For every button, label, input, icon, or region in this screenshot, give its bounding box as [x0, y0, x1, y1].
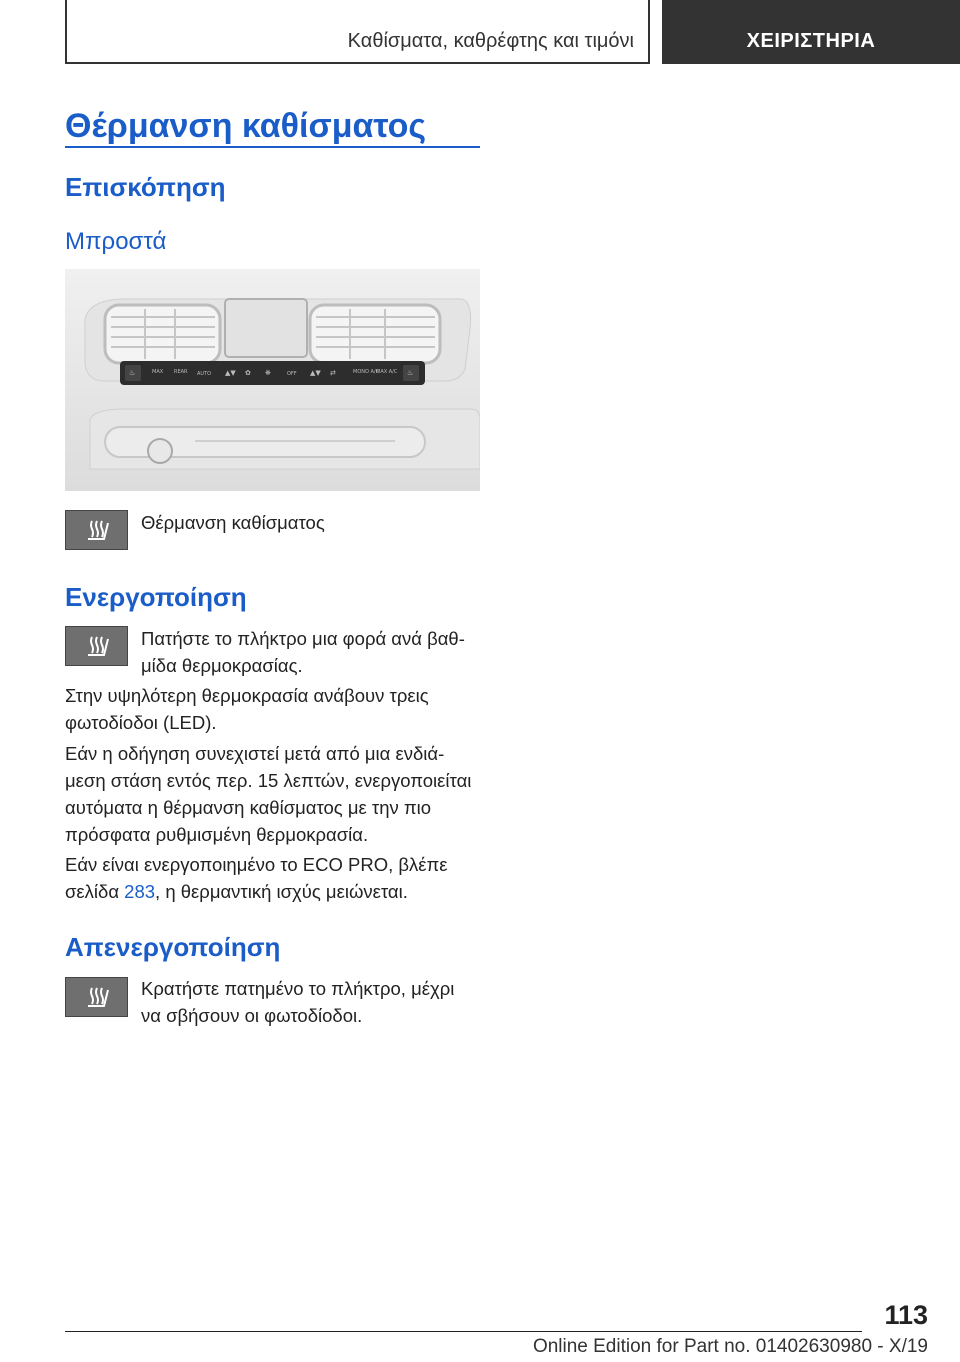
deactivation-heading: Απενεργοποίηση [65, 932, 281, 962]
panel-label-max: MAX [152, 369, 164, 375]
activation-heading: Ενεργοποίηση [65, 582, 247, 612]
page-title: Θέρμανση καθίσματος [65, 107, 427, 145]
activation-p2-line-3: αυτόματα η θέρμανση καθίσματος με την πιο [65, 797, 432, 818]
panel-label-off: OFF [287, 371, 297, 377]
footer-rule [65, 1331, 862, 1332]
deactivation-line-1: Κρατήστε πατημένο το πλήκτρο, μέχρι [141, 978, 455, 999]
seat-heating-icon [65, 626, 128, 666]
page-reference-link[interactable]: 283 [124, 881, 156, 902]
svg-text:❋: ❋ [265, 369, 271, 377]
activation-step-line-2: μίδα θερμοκρασίας. [141, 655, 303, 676]
activation-p3-line-1: Εάν είναι ενεργοποιημένο το ECO PRO, βλέπε [65, 854, 448, 875]
seat-heating-icon [65, 510, 128, 550]
header-section-title: Καθίσματα, καθρέφτης και τιμόνι [347, 30, 634, 52]
p3-prefix: σελίδα [65, 881, 125, 902]
seat-heating-icon [65, 977, 128, 1017]
svg-text:▲▼: ▲▼ [225, 369, 236, 377]
activation-p1-line-2: φωτοδίοδοι (LED). [65, 712, 217, 733]
deactivation-line-2: να σβήσουν οι φωτοδίοδοι. [141, 1005, 363, 1026]
front-subheading: Μπροστά [65, 228, 167, 255]
activation-p2-line-1: Εάν η οδήγηση συνεχιστεί μετά από μια ενδιά- [65, 743, 445, 764]
svg-text:♨: ♨ [129, 369, 136, 377]
activation-p1-line-1: Στην υψηλότερη θερμοκρασία ανάβουν τρεις [65, 685, 429, 706]
header-chapter-title: ΧΕΙΡΙΣΤΗΡΙΑ [746, 30, 876, 52]
panel-label-auto: AUTO [197, 371, 212, 377]
header-section-box [65, 0, 650, 64]
title-rule [65, 146, 480, 148]
panel-label-rear: REAR [174, 369, 188, 375]
icon-caption: Θέρμανση καθίσματος [141, 512, 325, 533]
panel-label-mono: MONO A/C [353, 369, 380, 375]
header-chapter-box [662, 0, 960, 64]
activation-p3-line-2 [65, 878, 408, 905]
activation-p2-line-2: μεση στάση εντός περ. 15 λεπτών, ενεργοποιείται [65, 770, 472, 791]
activation-p2-line-4: πρόσφατα ρυθμισμένη θερμοκρασία. [65, 824, 369, 845]
footer-edition: Online Edition for Part no. 01402630980 - X/19 [532, 1336, 928, 1357]
overview-heading: Επισκόπηση [65, 172, 226, 202]
activation-step-line-1: Πατήστε το πλήκτρο μια φορά ανά βαθ- [141, 628, 465, 649]
panel-label-max-ac: MAX A/C [376, 369, 398, 375]
svg-text:▲▼: ▲▼ [310, 369, 321, 377]
p3-suffix: , η θερμαντική ισχύς μειώνεται. [155, 881, 408, 902]
page-header [65, 0, 960, 64]
svg-text:✿: ✿ [245, 369, 251, 377]
page-number: 113 [884, 1300, 928, 1330]
svg-text:♨: ♨ [407, 369, 414, 377]
svg-text:⇄: ⇄ [330, 369, 336, 377]
climate-panel-photo [65, 269, 480, 491]
